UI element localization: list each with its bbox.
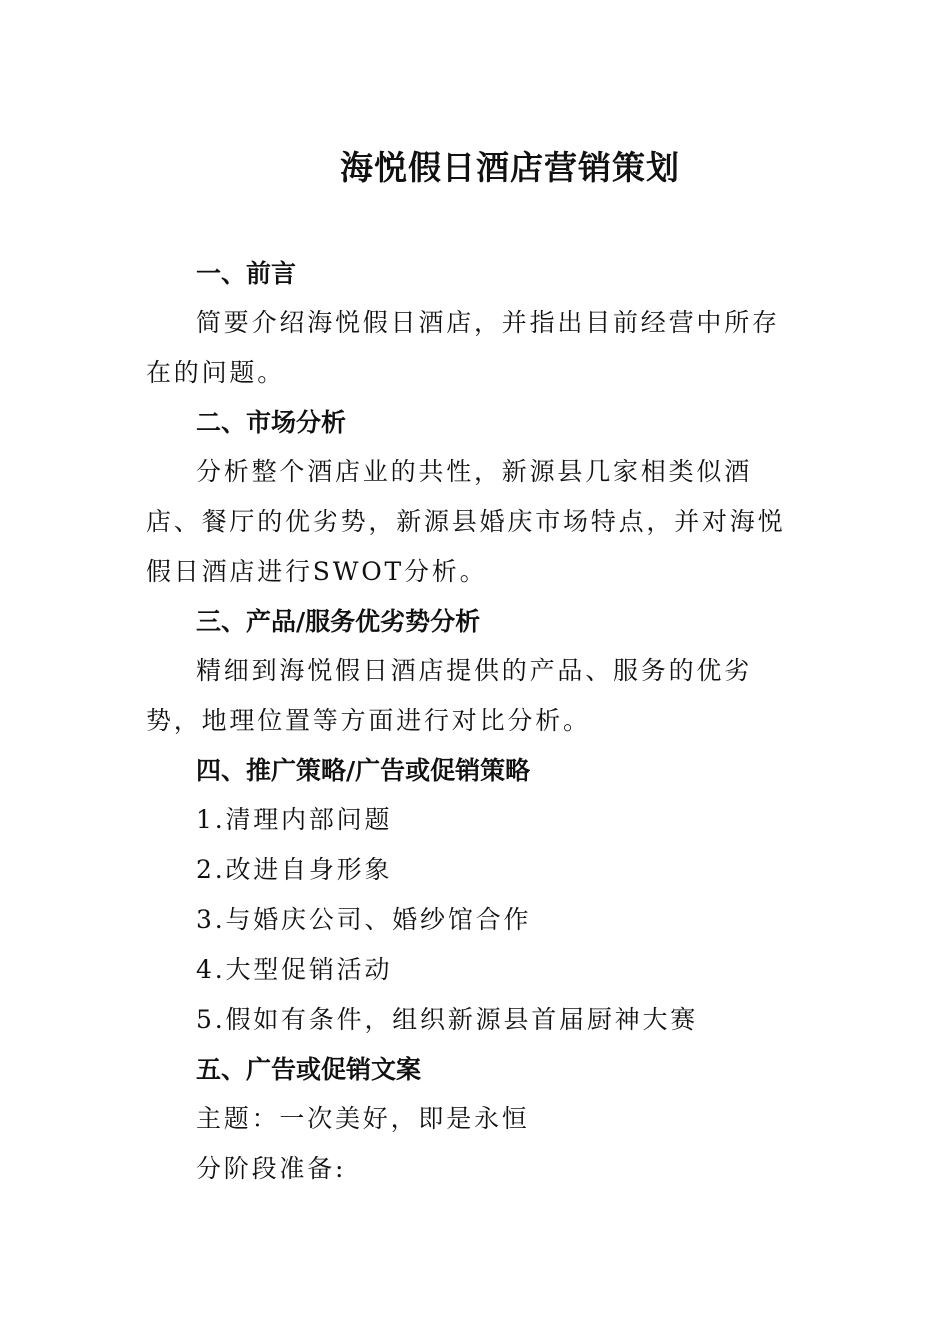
section-text-intro: 简要介绍海悦假日酒店，并指出目前经营中所存在的问题。: [146, 308, 780, 387]
section-heading-market: 二、市场分析: [196, 408, 347, 437]
section-heading-copy: 五、广告或促销文案: [196, 1055, 422, 1084]
section-text-market: 分析整个酒店业的共性，新源县几家相类似酒店、餐厅的优劣势，新源县婚庆市场特点，并对海悦假日酒店进行SWOT分析。: [146, 457, 786, 586]
strategy-list-item: 2.改进自身形象: [196, 855, 393, 884]
strategy-list-item: 4.大型促销活动: [196, 955, 393, 984]
strategy-list-item: 3.与婚庆公司、婚纱馆合作: [196, 905, 532, 934]
document-title: 海悦假日酒店营销策划: [340, 148, 680, 187]
copy-theme: 主题：一次美好，即是永恒: [196, 1104, 530, 1133]
strategy-list-item: 5.假如有条件，组织新源县首届厨神大赛: [196, 1005, 699, 1034]
section-heading-strategy: 四、推广策略/广告或促销策略: [196, 756, 531, 785]
section-text-product: 精细到海悦假日酒店提供的产品、服务的优劣势，地理位置等方面进行对比分析。: [146, 656, 753, 735]
strategy-list-item: 1.清理内部问题: [196, 805, 393, 834]
copy-stages: 分阶段准备:: [196, 1154, 347, 1183]
section-heading-product: 三、产品/服务优劣势分析: [196, 607, 481, 636]
section-heading-intro: 一、前言: [196, 259, 297, 288]
